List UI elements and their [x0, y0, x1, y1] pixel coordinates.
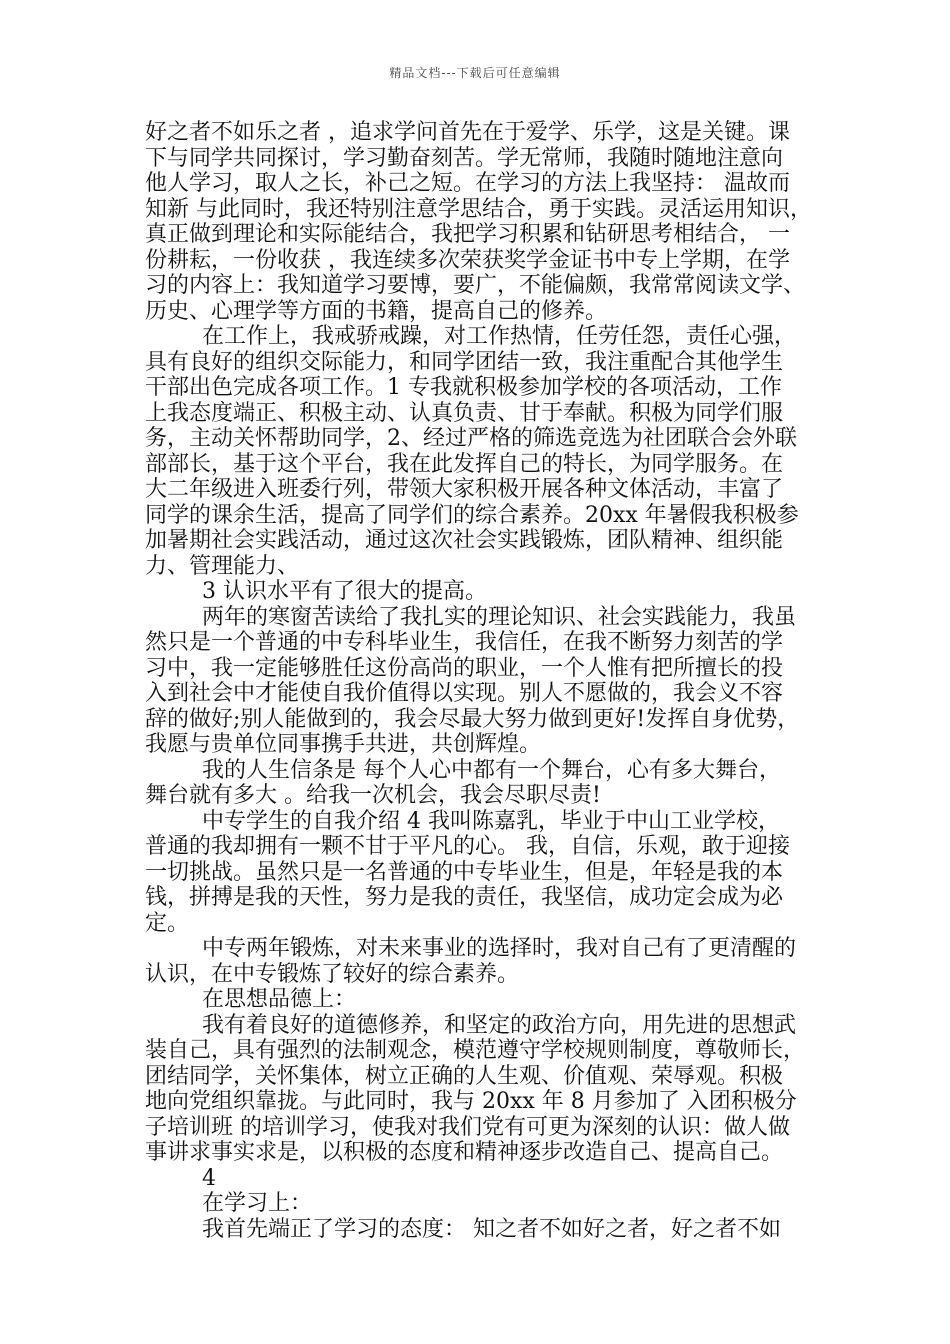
text-line: 我有着良好的道德修养，和坚定的政治方向，用先进的思想武 [202, 1012, 797, 1038]
page-header: 精品文档---下载后可任意编辑 [389, 66, 561, 80]
text-line: 入到社会中才能使自我价值得以实现。别人不愿做的，我会义不容 [145, 681, 784, 706]
text-line: 定。 [145, 910, 190, 936]
text-line: 两年的寒窗苦读给了我扎实的理论知识、社会实践能力，我虽 [202, 604, 797, 630]
text-line: 辞的做好;别人能做到的，我会尽最大努力做到更好!发挥自身优势， [145, 706, 800, 732]
text-line: 份耕耘，一份收获 ，我连续多次荣获奖学金证书中专上学期，在学 [145, 247, 790, 273]
text-line: 历史、心理学等方面的书籍，提高自己的修养。 [145, 298, 608, 324]
text-line: 地向党组织靠拢。与此同时，我与 20xx 年 8 月参加了 入团积极分 [145, 1089, 797, 1114]
text-line: 在学习上： [202, 1191, 313, 1216]
text-line: 然只是一个普通的中专科毕业生，我信任，在我不断努力刻苦的学 [145, 630, 784, 655]
text-line: 真正做到理论和实际能结合，我把学习积累和钻研思考相结合， 一 [145, 222, 790, 247]
text-line: 下与同学共同探讨，学习勤奋刻苦。学无常师，我随时随地注意向 [145, 145, 784, 171]
text-line: 舞台就有多大 。给我一次机会，我会尽职尽责! [145, 783, 601, 808]
text-line: 他人学习，取人之长，补己之短。在学习的方法上我坚持： 温故而 [145, 171, 790, 196]
text-line: 在思想品德上： [202, 987, 357, 1012]
text-line: 在工作上，我戒骄戒躁，对工作热情，任劳任怨，责任心强， [202, 324, 797, 349]
text-line: 钱，拼搏是我的天性，努力是我的责任，我坚信，成功定会成为必 [145, 885, 784, 910]
text-line: 习的内容上：我知道学习要博，要广，不能偏颇，我常常阅读文学、 [145, 273, 806, 298]
text-line: 我首先端正了学习的态度： 知之者不如好之者，好之者不如 [202, 1216, 781, 1242]
text-line: 中专两年锻炼，对未来事业的选择时，我对自己有了更清醒的 [202, 936, 797, 961]
text-line: 3 认识水平有了很大的提高。 [202, 579, 487, 604]
text-line: 子培训班 的培训学习，使我对我们党有可更为深刻的认识：做人做 [145, 1114, 790, 1140]
text-line: 认识，在中专锻炼了较好的综合素养。 [145, 961, 520, 987]
text-line: 装自己，具有强烈的法制观念，模范遵守学校规则制度，尊敬师长， [145, 1038, 806, 1063]
text-line: 好之者不如乐之者 ，追求学问首先在于爱学、乐学，这是关键。课 [145, 120, 790, 145]
text-line: 习中，我一定能够胜任这份高尚的职业，一个人惟有把所擅长的投 [145, 655, 784, 681]
text-line: 同学的课余生活，提高了同学们的综合素养。20xx 年暑假我积极参 [145, 502, 799, 528]
text-line: 普通的我却拥有一颗不甘于平凡的心。 我，自信，乐观，敢于迎接 [145, 834, 790, 859]
text-line: 知新 与此同时，我还特别注意学思结合，勇于实践。灵活运用知识， [145, 196, 812, 222]
text-line: 务，主动关怀帮助同学，2、经过严格的筛选竞选为社团联合会外联 [145, 426, 797, 451]
text-line: 部部长，基于这个平台，我在此发挥自己的特长，为同学服务。在 [145, 451, 784, 477]
text-line: 上我态度端正、积极主动、认真负责、甘于奉献。积极为同学们服 [145, 400, 784, 426]
text-line: 加暑期社会实践活动，通过这次社会实践锻炼，团队精神、组织能 [145, 528, 784, 553]
text-line: 我的人生信条是 每个人心中都有一个舞台，心有多大舞台， [202, 757, 781, 783]
text-line: 4 [202, 1165, 216, 1191]
text-line: 团结同学，关怀集体，树立正确的人生观、价值观、荣辱观。积极 [145, 1063, 784, 1089]
text-line: 力、管理能力、 [145, 553, 300, 579]
text-line: 大二年级进入班委行列，带领大家积极开展各种文体活动，丰富了 [145, 477, 784, 502]
text-line: 我愿与贵单位同事携手共进，共创辉煌。 [145, 732, 542, 757]
document-body [145, 120, 825, 1242]
text-line: 具有良好的组织交际能力，和同学团结一致，我注重配合其他学生 [145, 349, 784, 375]
text-line: 一切挑战。虽然只是一名普通的中专毕业生，但是，年轻是我的本 [145, 859, 784, 885]
text-line: 事讲求事实求是，以积极的态度和精神逐步改造自己、提高自己。 [145, 1140, 784, 1165]
text-line: 中专学生的自我介绍 4 我叫陈嘉乳，毕业于中山工业学校， [202, 808, 780, 834]
text-line: 干部出色完成各项工作。1 专我就积极参加学校的各项活动，工作 [145, 375, 782, 400]
